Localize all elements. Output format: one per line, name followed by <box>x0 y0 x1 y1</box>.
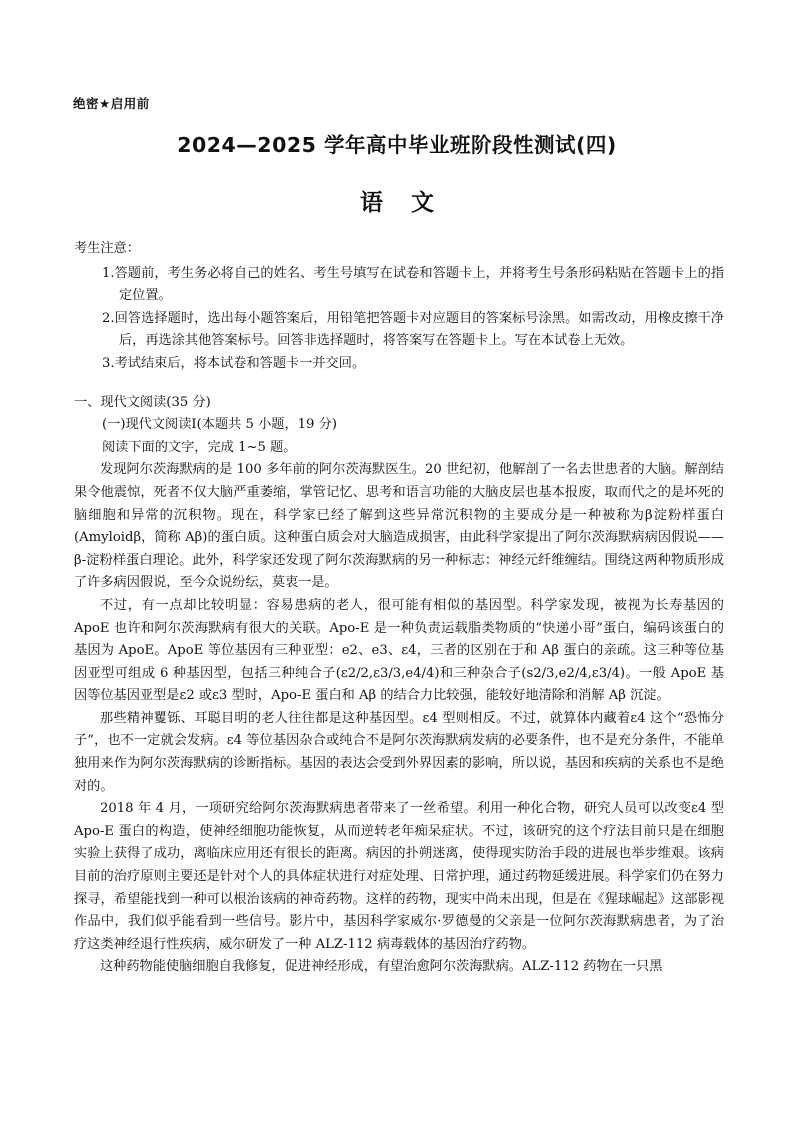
confidential-label: 绝密★启用前 <box>73 96 150 111</box>
notice-item: 1.答题前，考生务必将自己的姓名、考生号填写在试卷和答题卡上，并将考生号条形码粘贴在答题卡上的指定位置。 <box>102 265 724 304</box>
notice-item: 3.考试结束后，将本试卷和答题卡一并交回。 <box>102 355 366 371</box>
notice-heading: 考生注意： <box>74 241 140 256</box>
passage-paragraph: 2018 年 4 月，一项研究给阿尔茨海默病患者带来了一丝希望。利用一种化合物，研究人员可以改变ε4 型 Apo-E 蛋白的构造，使神经细胞功能恢复，从而逆转老年痴呆症状。不过，该研究的这个疗法目前只是在细胞实验上获得了成功，离临床应用还有很长的距离。病因的扑朔迷离，使得现实防治手段的进展也举步维艰。该病目前的治疗原则主要还是针对个人的具体症状进行对症处理、日常护理，通过药物延缓进展。科学家们仍在努力探寻，希望能找到一种可以根治该病的神奇药物。这样的药物，现实中尚未出现，但是在《猩球崛起》这部影视作品中，我们似乎能看到一些信号。影片中，基因科学家威尔·罗德曼的父亲是一位阿尔茨海默病患者，为了治疗这类神经退行性疾病，威尔研发了一种 ALZ-112 病毒载体的基因治疗药物。 <box>74 801 724 952</box>
passage-paragraph: 发现阿尔茨海默病的是 100 多年前的阿尔茨海默医生。20 世纪初，他解剖了一名去世患者的大脑。解剖结果令他震惊，死者不仅大脑严重萎缩，掌管记忆、思考和语言功能的大脑皮层也基本报废，取而代之的是坏死的脑细胞和异常的沉积物。现在，科学家已经了解到这些异常沉积物的主要成分是一种被称为β淀粉样蛋白(Amyloidβ，简称 Aβ)的蛋白质。这种蛋白质会对大脑造成损害，由此科学家提出了阿尔茨海默病病因假说——β-淀粉样蛋白理论。此外，科学家还发现了阿尔茨海默病的另一种标志：神经元纤维缠结。围绕这两种物质形成了许多病因假说，至今众说纷纭，莫衷一是。 <box>74 462 724 591</box>
passage-paragraph: 那些精神矍铄、耳聪目明的老人往往都是这种基因型。ε4 型则相反。不过，就算体内藏着ε4 这个“恐怖分子”，也不一定就会发病。ε4 等位基因杂合或纯合不是阿尔茨海默病发病的必要条件，也不是充分条件，不能单独用来作为阿尔茨海默病的诊断指标。基因的表达会受到外界因素的影响，所以说，基因和疾病的关系也不是绝对的。 <box>74 710 724 794</box>
passage-paragraph: 这种药物能使脑细胞自我修复，促进神经形成，有望治愈阿尔茨海默病。ALZ-112 药物在一只黑 <box>100 959 663 975</box>
spacer <box>74 376 724 392</box>
exam-body <box>74 238 724 979</box>
passage-paragraph: 不过，有一点却比较明显：容易患病的老人，很可能有相似的基因型。科学家发现，被视为长寿基因的 ApoE 也许和阿尔茨海默病有很大的关联。Apo-E 是一种负责运载脂类物质的“快递小哥”蛋白，编码该蛋白的基因为 ApoE。ApoE 等位基因有三种亚型：e2、e3、ε4，三者的区别在于和 Aβ 蛋白的亲疏。这三种等位基因亚型可组成 6 种基因型，包括三种纯合子(ε2/2,ε3/3,e4/4)和三种杂合子(s2/3,e2/4,ε3/4)。一般 ApoE 基因等位基因亚型是ε2 或ε3 型时，Apo-E 蛋白和 Aβ 的结合力比较强，能较好地清除和消解 Aβ 沉淀。 <box>74 597 724 704</box>
reading-instruction: 阅读下面的文字，完成 1~5 题。 <box>102 439 297 455</box>
subject-title: 语文 <box>360 190 462 216</box>
exam-title: 2024—2025 学年高中毕业班阶段性测试(四) <box>177 133 617 157</box>
section-heading: 一、现代文阅读(35 分) <box>74 394 211 410</box>
section-subheading: (一)现代文阅读Ⅰ(本题共 5 小题，19 分) <box>102 417 337 433</box>
notice-item: 2.回答选择题时，选出每小题答案后，用铅笔把答题卡对应题目的答案标号涂黑。如需改动，用橡皮擦干净后，再选涂其他答案标号。回答非选择题时，将答案写在答题卡上。写在本试卷上无效。 <box>102 310 724 349</box>
